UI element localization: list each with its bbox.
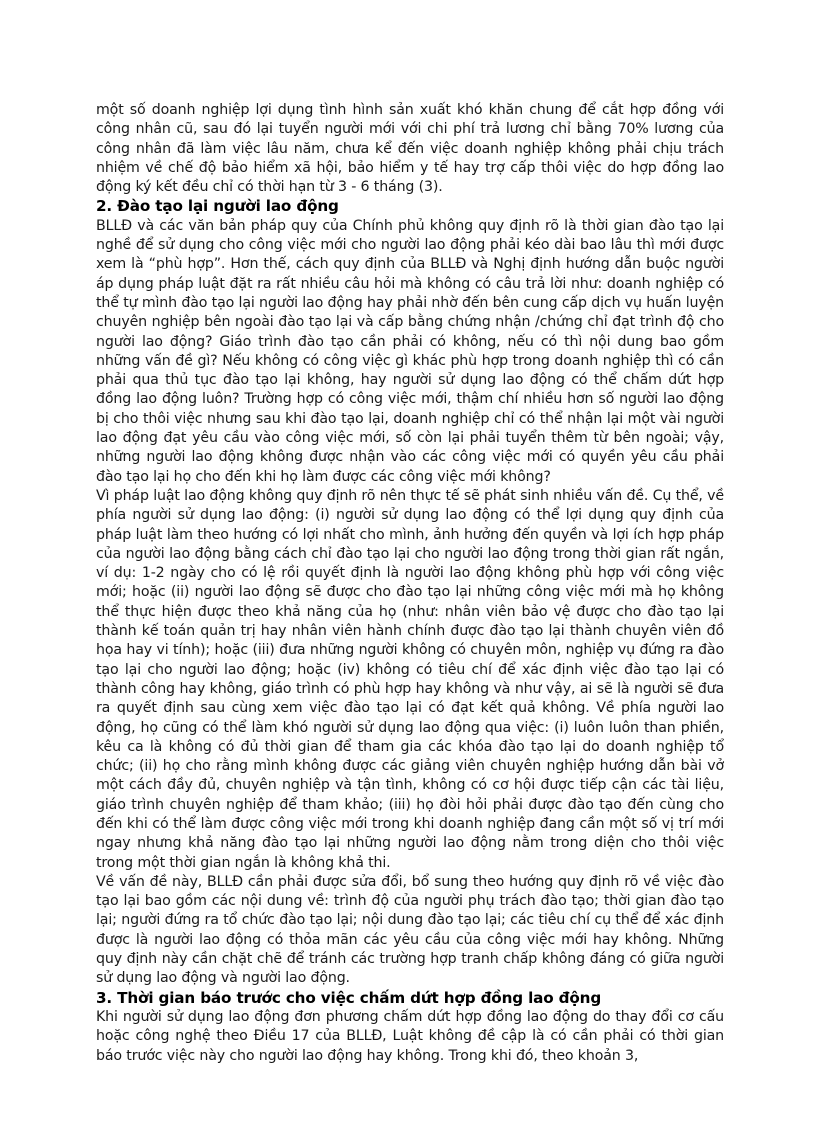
section-2-paragraph-3: Về vấn đề này, BLLĐ cần phải được sửa đổi, bổ sung theo hướng quy định rõ về việc đào tạo lại bao gồm các nội dung về: trình độ của người phụ trách đào tạo; thời gian đào tạo lại; người đứng ra tổ chức đào tạo lại; nội dung đào tạo lại; các tiêu chí cụ thể để xác định được là người lao động có thỏa mãn các yêu cầu của công việc mới hay không. Những quy định này cần chặt chẽ để tránh các trường hợp tranh chấp không đáng có giữa người sử dụng lao động và người lao động.: [96, 873, 724, 987]
section-2-paragraph-1: BLLĐ và các văn bản pháp quy của Chính phủ không quy định rõ là thời gian đào tạo lại nghề để sử dụng cho công việc mới cho người lao động phải kéo dài bao lâu thì mới được xem là “phù hợp”. Hơn thế, cách quy định của BLLĐ và Nghị định hướng dẫn buộc người áp dụng pháp luật đặt ra rất nhiều câu hỏi mà không có câu trả lời như: doanh nghiệp có thể tự mình đào tạo lại người lao động hay phải nhờ đến bên cung cấp dịch vụ huấn luyện chuyên nghiệp bên ngoài đào tạo lại và cấp bằng chứng nhận /chứng chỉ đạt trình độ cho người lao động? Giáo trình đào tạo cần phải có không, nếu có thì nội dung bao gồm những vấn đề gì? Nếu không có công việc gì khác phù hợp trong doanh nghiệp thì có cần phải qua thủ tục đào tạo lại không, hay người sử dụng lao động có thể chấm dứt hợp đồng lao động luôn? Trường hợp có công việc mới, thậm chí nhiều hơn số người lao động bị cho thôi việc nhưng sau khi đào tạo lại, doanh nghiệp chỉ có thể nhận lại một vài người lao động đạt yêu cầu vào công việc mới, số còn lại phải tuyển thêm từ bên ngoài; vậy, những người lao động không được nhận vào các công việc mới có quyền yêu cầu phải đào tạo lại họ cho đến khi họ làm được các công việc mới không?: [96, 217, 724, 485]
section-2-paragraph-2: Vì pháp luật lao động không quy định rõ nên thực tế sẽ phát sinh nhiều vấn đề. Cụ thể, về phía người sử dụng lao động: (i) người sử dụng lao động có thể lợi dụng quy định của pháp luật làm theo hướng có lợi nhất cho mình, ảnh hưởng đến quyền và lợi ích hợp pháp của người lao động bằng cách chỉ đào tạo lại cho người lao động trong thời gian rất ngắn, ví dụ: 1-2 ngày cho có lệ rồi quyết định là người lao động không phù hợp với công việc mới; hoặc (ii) người lao động sẽ được cho đào tạo lại những công việc mới mà họ không thể thực hiện được theo khả năng của họ (như: nhân viên bảo vệ được cho đào tạo lại thành kế toán quản trị hay nhân viên hành chính được đào tạo lại thành chuyên viên đồ họa hay vi tính); hoặc (iii) đưa những người không có chuyên môn, nghiệp vụ đứng ra đào tạo lại cho người lao động; hoặc (iv) không có tiêu chí để xác định việc đào tạo lại có thành công hay không, giáo trình có phù hợp hay không và như vậy, ai sẽ là người sẽ đưa ra quyết định sau cùng xem việc đào tạo lại có đạt kết quả không. Về phía người lao động, họ cũng có thể làm khó người sử dụng lao động qua việc: (i) luôn luôn than phiền, kêu ca là không có đủ thời gian để tham gia các khóa đào tạo lại do doanh nghiệp tổ chức; (ii) họ cho rằng mình không được các giảng viên chuyên nghiệp hướng dẫn bài vở một cách đầy đủ, chuyên nghiệp và tận tình, không có cơ hội được tiếp cận các tài liệu, giáo trình chuyên nghiệp để tham khảo; (iii) họ đòi hỏi phải được đào tạo đến cùng cho đến khi có thể làm được công việc mới trong khi doanh nghiệp đang cần một số vị trí mới ngay nhưng khả năng đào tạo lại những người lao động nằm trong diện cho thôi việc trong một thời gian ngắn là không khả thi.: [96, 487, 724, 871]
section-3-paragraph-1: Khi người sử dụng lao động đơn phương chấm dứt hợp đồng lao động do thay đổi cơ cấu hoặc công nghệ theo Điều 17 của BLLĐ, Luật không đề cập là có cần phải có thời gian báo trước việc này cho người lao động hay không. Trong khi đó, theo khoản 3,: [96, 1008, 724, 1064]
paragraph-intro: một số doanh nghiệp lợi dụng tình hình sản xuất khó khăn chung để cắt hợp đồng với công nhân cũ, sau đó lại tuyển người mới với chi phí trả lương chỉ bằng 70% lương của công nhân đã làm việc lâu năm, chưa kể đến việc doanh nghiệp không phải chịu trách nhiệm về chế độ bảo hiểm xã hội, bảo hiểm y tế hay trợ cấp thôi việc do hợp đồng lao động ký kết đều chỉ có thời hạn từ 3 - 6 tháng (3).: [96, 102, 724, 196]
section-heading-3: 3. Thời gian báo trước cho việc chấm dứt hợp đồng lao động: [96, 988, 602, 1007]
section-heading-2: 2. Đào tạo lại người lao động: [96, 197, 339, 216]
document-page: [96, 101, 724, 1066]
